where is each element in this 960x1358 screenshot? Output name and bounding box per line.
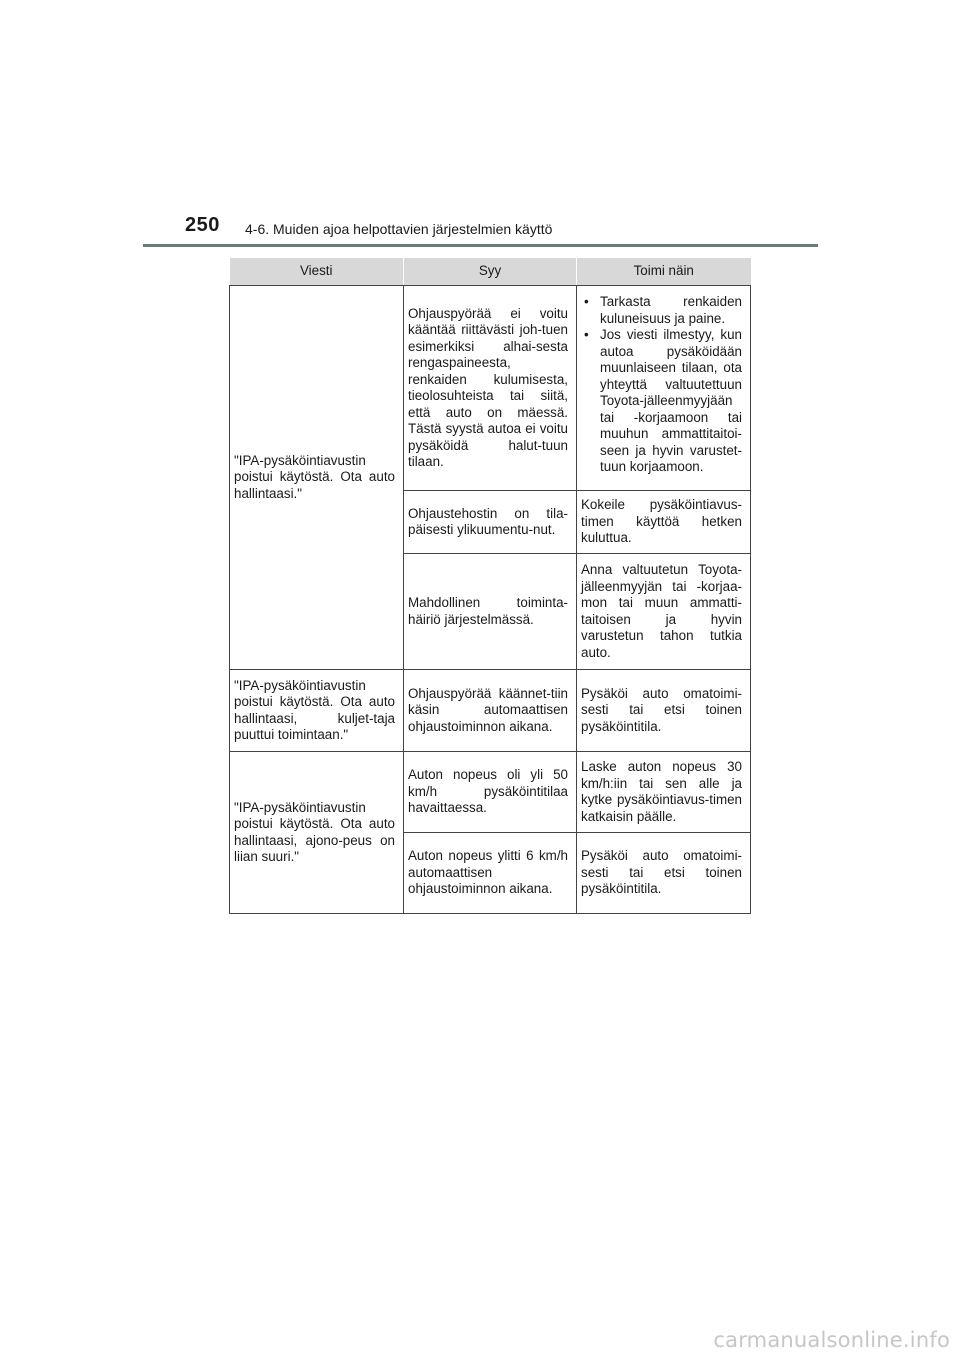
- section-title: 4-6. Muiden ajoa helpottavien järjestelmien käyttö: [245, 221, 553, 237]
- message-cell: "IPA-pysäköintiavustin poistui käytöstä. Ota auto hallintaasi, kuljet-taja puuttui toimintaan.": [230, 670, 404, 752]
- header-divider: [143, 244, 818, 247]
- cause-cell: Ohjauspyörää ei voitu kääntää riittävästi joh-tuen esimerkiksi alhai-sesta rengaspaineesta, renkaiden kulumisesta, tieolosuhteista tai siitä, että auto on mäessä. Tästä syystä autoa ei voitu pysäköidä halut-tuun tilaan.: [404, 286, 577, 491]
- table-row: [230, 752, 751, 833]
- column-header-message: Viesti: [230, 258, 404, 286]
- action-cell: Pysäköi auto omatoimi-sesti tai etsi toinen pysäköintitila.: [577, 670, 751, 752]
- action-cell: Laske auton nopeus 30 km/h:iin tai sen alle ja kytke pysäköintiavus-timen katkaisin päälle.: [577, 752, 751, 833]
- watermark: carmanualsonline.info: [713, 1328, 950, 1352]
- list-item: • Tarkasta renkaiden kuluneisuus ja paine.: [581, 294, 742, 327]
- cause-cell: Auton nopeus ylitti 6 km/h automaattisen ohjaustoiminnon aikana.: [404, 833, 577, 914]
- list-item: • Jos viesti ilmestyy, kun autoa pysäköidään muunlaiseen tilaan, ota yhteyttä valtuutettuun Toyota-jälleenmyyjään tai -korjaamoon tai muuhun ammattitaitoi-seen ja hyvin varustet-tuun korjaamoon.: [581, 327, 742, 476]
- cause-cell: Auton nopeus oli yli 50 km/h pysäköintitilaa havaittaessa.: [404, 752, 577, 833]
- action-cell: Kokeile pysäköintiavus-timen käyttöä hetken kuluttua.: [577, 491, 751, 554]
- warning-message-table: [229, 258, 751, 914]
- cause-cell: Ohjaustehostin on tila-päisesti ylikuumentu-nut.: [404, 491, 577, 554]
- action-cell: Anna valtuutetun Toyota-jälleenmyyjän tai -korjaa-mon tai muun ammatti-taitoisen ja hyvin varustetun tahon tutkia auto.: [577, 554, 751, 670]
- column-header-cause: Syy: [404, 258, 577, 286]
- action-bullet-list: [581, 294, 742, 476]
- message-cell: "IPA-pysäköintiavustin poistui käytöstä. Ota auto hallintaasi, ajono-peus on liian suuri.": [230, 752, 404, 914]
- cause-cell: Ohjauspyörää käännet-tiin käsin automaattisen ohjaustoiminnon aikana.: [404, 670, 577, 752]
- message-cell: "IPA-pysäköintiavustin poistui käytöstä. Ota auto hallintaasi.": [230, 286, 404, 670]
- action-cell: Pysäköi auto omatoimi-sesti tai etsi toinen pysäköintitila.: [577, 833, 751, 914]
- table-row: [230, 670, 751, 752]
- table-row: [230, 286, 751, 491]
- cause-cell: Mahdollinen toiminta-häiriö järjestelmässä.: [404, 554, 577, 670]
- table-header-row: [230, 258, 751, 286]
- page-number: 250: [185, 214, 220, 236]
- action-cell: [577, 286, 751, 491]
- column-header-action: Toimi näin: [577, 258, 751, 286]
